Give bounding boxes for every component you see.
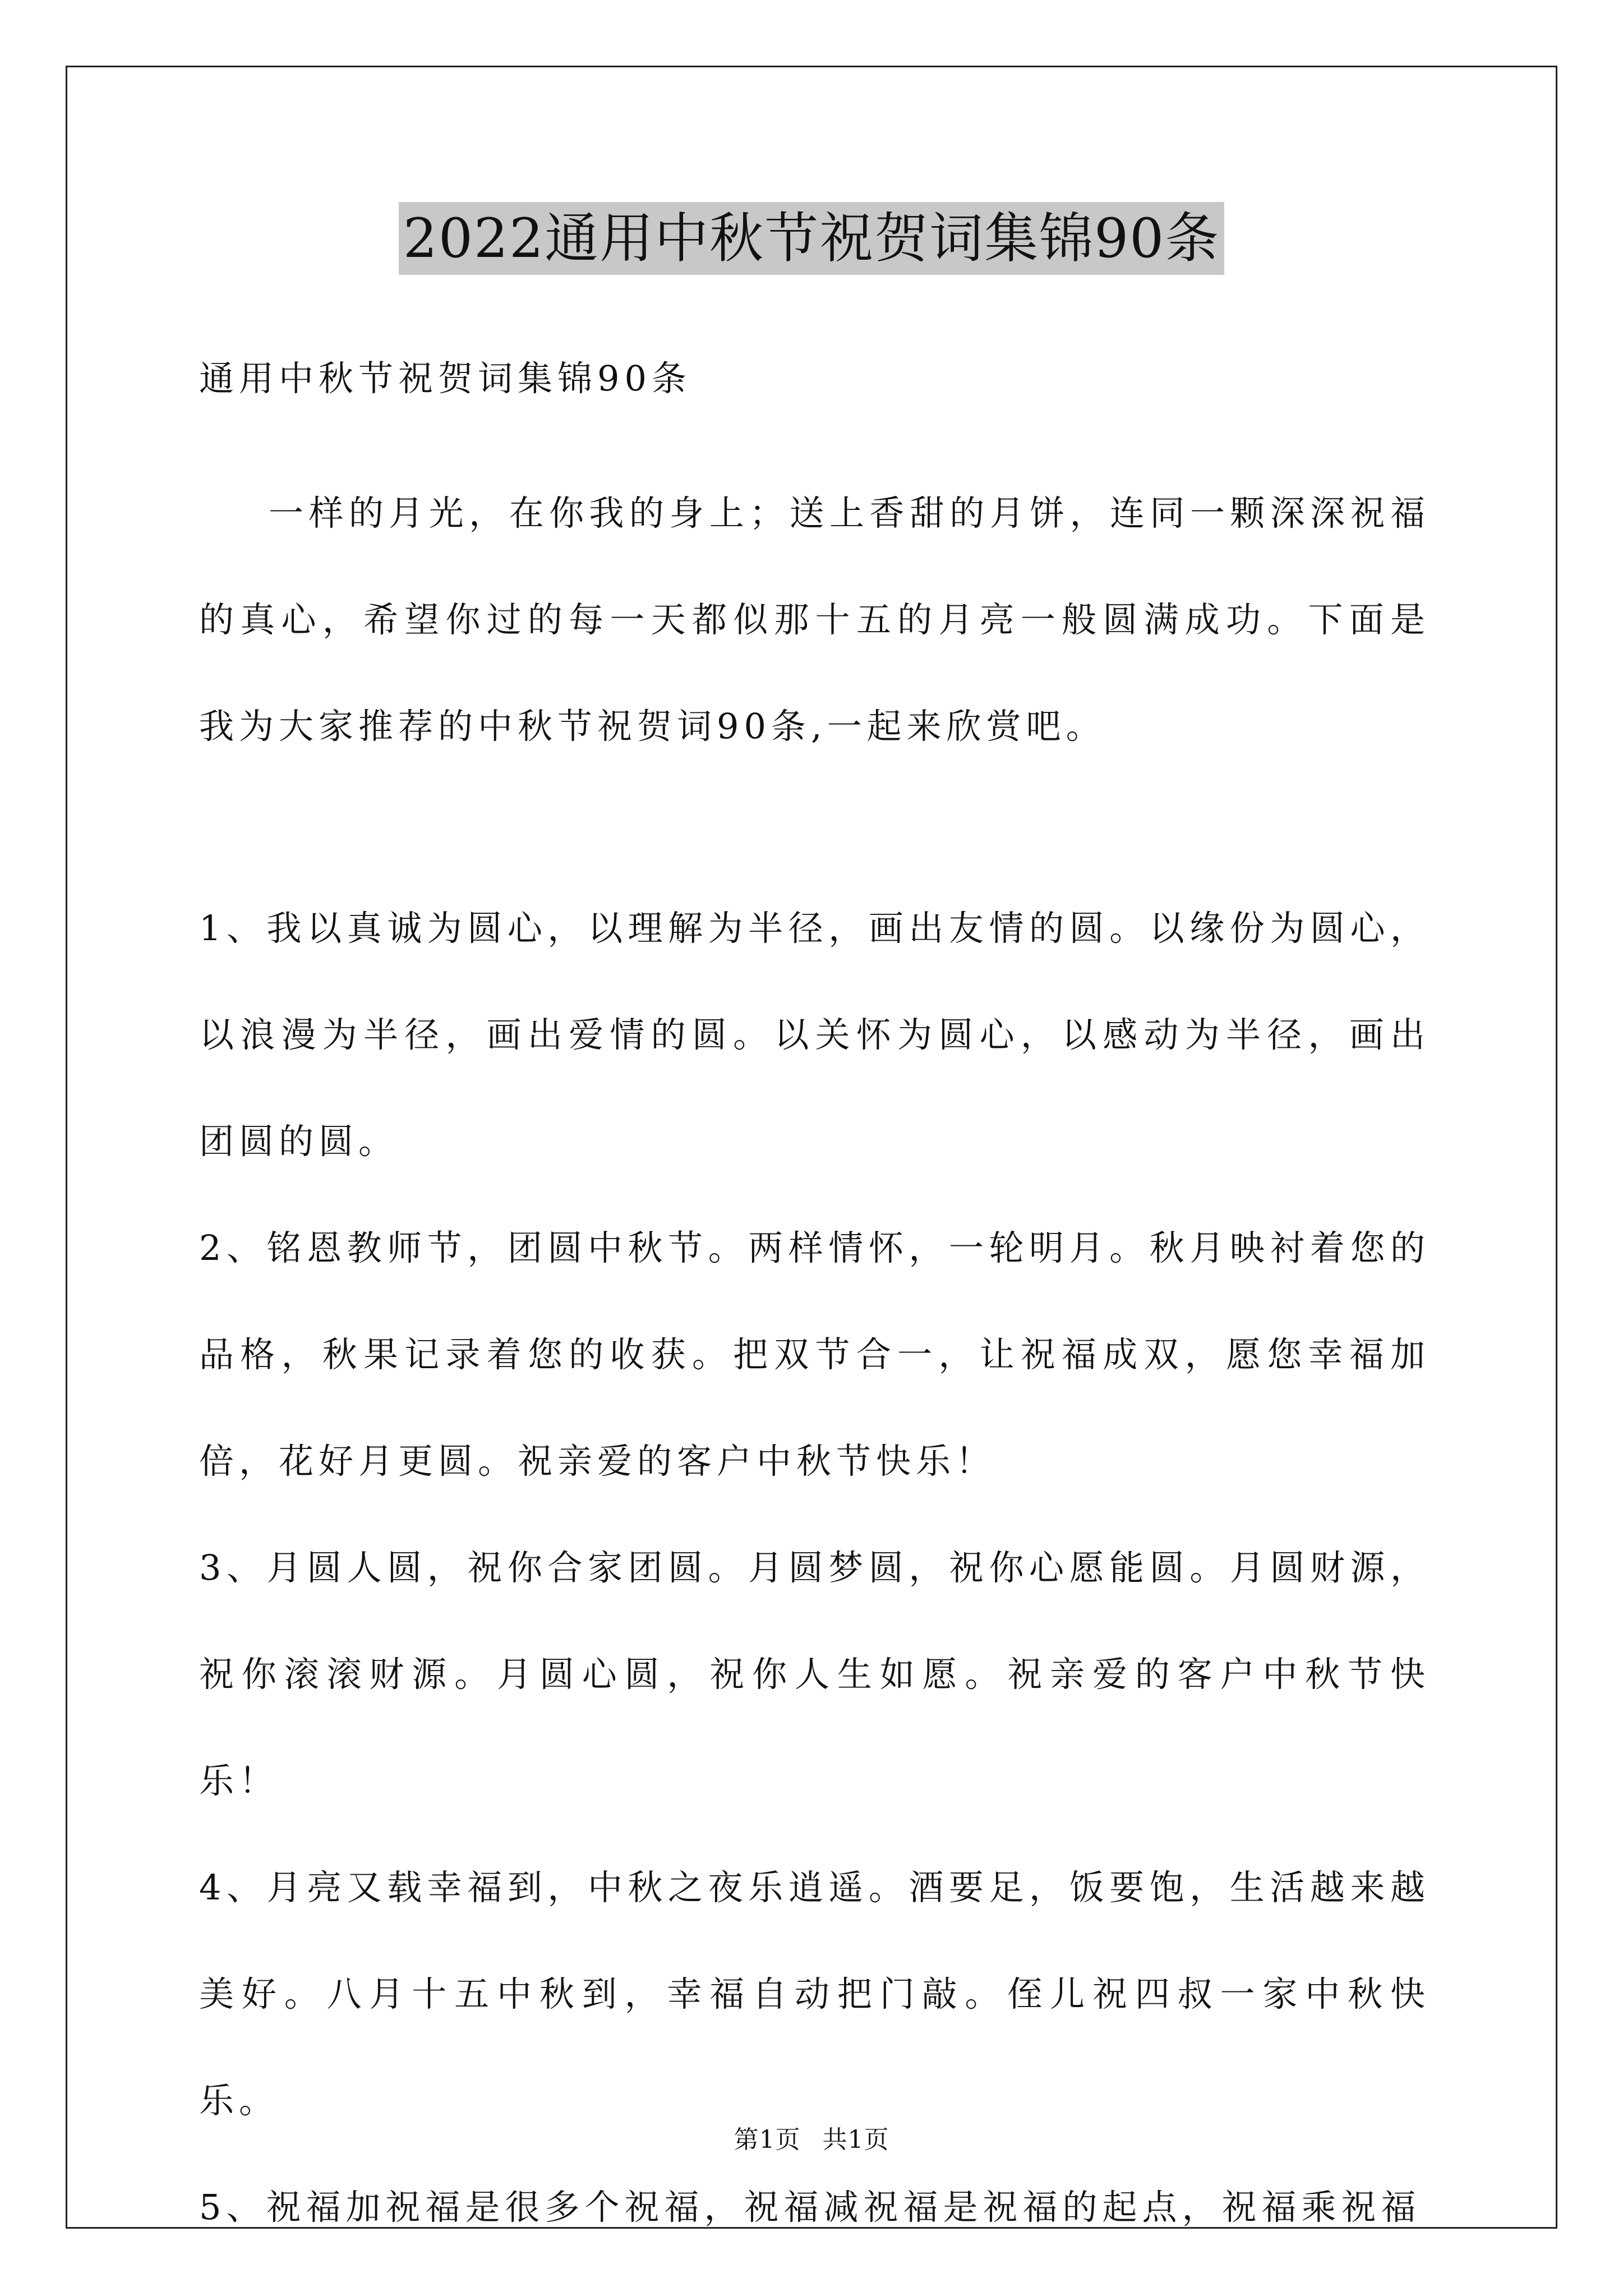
list-item: 3、月圆人圆，祝你合家团圆。月圆梦圆，祝你心愿能圆。月圆财源，祝你滚滚财源。月圆心圆，祝你人生如愿。祝亲爱的客户中秋节快乐！ bbox=[199, 1547, 1430, 1801]
document-title: 2022通用中秋节祝贺词集锦90条 bbox=[399, 202, 1224, 275]
list-item: 4、月亮又载幸福到，中秋之夜乐逍遥。酒要足，饭要饱，生活越来越美好。八月十五中秋到，幸福自动把门敲。侄儿祝四叔一家中秋快乐。 bbox=[199, 1867, 1430, 2121]
list-item: 1、我以真诚为圆心，以理解为半径，画出友情的圆。以缘份为圆心，以浪漫为半径，画出爱情的圆。以关怀为圆心，以感动为半径，画出团圆的圆。 bbox=[199, 908, 1430, 1162]
greetings-list bbox=[199, 875, 1430, 2261]
list-item: 2、铭恩教师节，团圆中秋节。两样情怀，一轮明月。秋月映衬着您的品格，秋果记录着您的收获。把双节合一，让祝福成双，愿您幸福加倍，花好月更圆。祝亲爱的客户中秋节快乐！ bbox=[199, 1227, 1430, 1481]
title-block bbox=[0, 202, 1623, 275]
page-footer bbox=[0, 2123, 1623, 2157]
page-count: 共1页 bbox=[822, 2125, 889, 2154]
document-subtitle: 通用中秋节祝贺词集锦90条 bbox=[199, 358, 691, 399]
page-number: 第1页 bbox=[734, 2125, 801, 2154]
list-item: 5、祝福加祝福是很多个祝福，祝福减祝福是祝福的起点，祝福乘祝福 bbox=[199, 2187, 1421, 2228]
intro-paragraph: 一样的月光，在你我的身上；送上香甜的月饼，连同一颗深深祝福的真心，希望你过的每一天都似那十五的月亮一般圆满成功。下面是我为大家推荐的中秋节祝贺词90条,一起来欣赏吧。 bbox=[199, 493, 1430, 747]
